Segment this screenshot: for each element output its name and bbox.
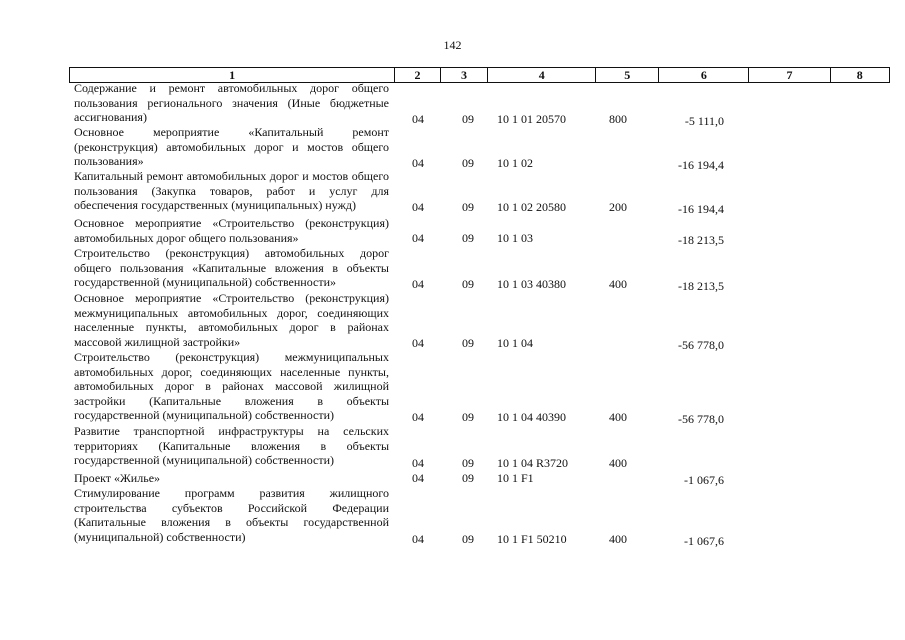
- row-section: 04: [412, 456, 424, 470]
- row-section: 04: [412, 112, 424, 126]
- row-subsection: 09: [462, 532, 474, 546]
- row-expense-type: 200: [609, 200, 627, 214]
- row-section: 04: [412, 277, 424, 291]
- row-section: 04: [412, 471, 424, 485]
- row-description: Основное мероприятие «Строительство (реконструкция) межмуниципальных автомобильных дорог, соединяющих населенные пункты, автомобильных дорог в районах массовой жилищной застройки»: [74, 291, 389, 349]
- row-amount: -18 213,5: [678, 279, 724, 293]
- row-description: Проект «Жилье»: [74, 471, 161, 485]
- row-target-code: 10 1 F1: [497, 471, 534, 485]
- row-expense-type: 400: [609, 277, 627, 291]
- row-target-code: 10 1 01 20570: [497, 112, 566, 126]
- row-subsection: 09: [462, 471, 474, 485]
- header-col-6: 6: [659, 68, 749, 83]
- row-description: Капитальный ремонт автомобильных дорог и мостов общего пользования (Закупка товаров, работ и услуг для обеспечения государственных (муниципальных) нужд): [74, 169, 389, 213]
- row-subsection: 09: [462, 456, 474, 470]
- row-amount: -16 194,4: [678, 202, 724, 216]
- row-expense-type: 400: [609, 456, 627, 470]
- row-description: Стимулирование программ развития жилищного строительства субъектов Российской Федерации (Капитальные вложения в объекты государственной (муниципальной) собственности): [74, 486, 389, 544]
- row-target-code: 10 1 03: [497, 231, 533, 245]
- row-description: Основное мероприятие «Строительство (реконструкция) автомобильных дорог общего пользования»: [74, 216, 389, 245]
- row-target-code: 10 1 04 40390: [497, 410, 566, 424]
- row-expense-type: 800: [609, 112, 627, 126]
- row-target-code: 10 1 04: [497, 336, 533, 350]
- page-number: 142: [443, 38, 462, 52]
- row-amount: -16 194,4: [678, 158, 724, 172]
- row-amount: -18 213,5: [678, 233, 724, 247]
- row-target-code: 10 1 F1 50210: [497, 532, 567, 546]
- row-subsection: 09: [462, 156, 474, 170]
- row-target-code: 10 1 04 R3720: [497, 456, 569, 470]
- row-subsection: 09: [462, 336, 474, 350]
- row-section: 04: [412, 231, 424, 245]
- row-target-code: 10 1 02 20580: [497, 200, 566, 214]
- header-col-8: 8: [830, 68, 889, 83]
- header-col-4: 4: [488, 68, 596, 83]
- row-description: Развитие транспортной инфраструктуры на сельских территориях (Капитальные вложения в объекты государственной (муниципальной) собственности): [74, 424, 389, 468]
- header-col-3: 3: [440, 68, 488, 83]
- row-description: Содержание и ремонт автомобильных дорог общего пользования регионального значения (Иные бюджетные ассигнования): [74, 81, 389, 125]
- row-subsection: 09: [462, 410, 474, 424]
- header-col-2: 2: [395, 68, 441, 83]
- row-subsection: 09: [462, 231, 474, 245]
- header-col-5: 5: [596, 68, 659, 83]
- row-target-code: 10 1 03 40380: [497, 277, 566, 291]
- row-target-code: 10 1 02: [497, 156, 533, 170]
- row-section: 04: [412, 336, 424, 350]
- row-description: Строительство (реконструкция) автомобильных дорог общего пользования «Капитальные вложения в объекты государственной (муниципальной) собственности»: [74, 246, 389, 290]
- row-subsection: 09: [462, 112, 474, 126]
- row-section: 04: [412, 410, 424, 424]
- row-amount: -5 111,0: [684, 114, 724, 128]
- row-expense-type: 400: [609, 410, 627, 424]
- row-amount: -56 778,0: [678, 338, 724, 352]
- row-amount: -1 067,6: [684, 473, 724, 487]
- header-col-1: 1: [70, 68, 395, 83]
- row-subsection: 09: [462, 277, 474, 291]
- row-section: 04: [412, 532, 424, 546]
- row-amount: -1 067,6: [684, 534, 724, 548]
- row-subsection: 09: [462, 200, 474, 214]
- row-section: 04: [412, 156, 424, 170]
- row-section: 04: [412, 200, 424, 214]
- row-description: Основное мероприятие «Капитальный ремонт (реконструкция) автомобильных дорог и мостов общего пользования»: [74, 125, 389, 169]
- row-description: Строительство (реконструкция) межмуниципальных автомобильных дорог, соединяющих населенные пункты, автомобильных дорог в районах массовой жилищной застройки (Капитальные вложения в объекты государственной (муниципальной) собственности): [74, 350, 389, 423]
- row-expense-type: 400: [609, 532, 627, 546]
- header-col-7: 7: [749, 68, 830, 83]
- row-amount: -56 778,0: [678, 412, 724, 426]
